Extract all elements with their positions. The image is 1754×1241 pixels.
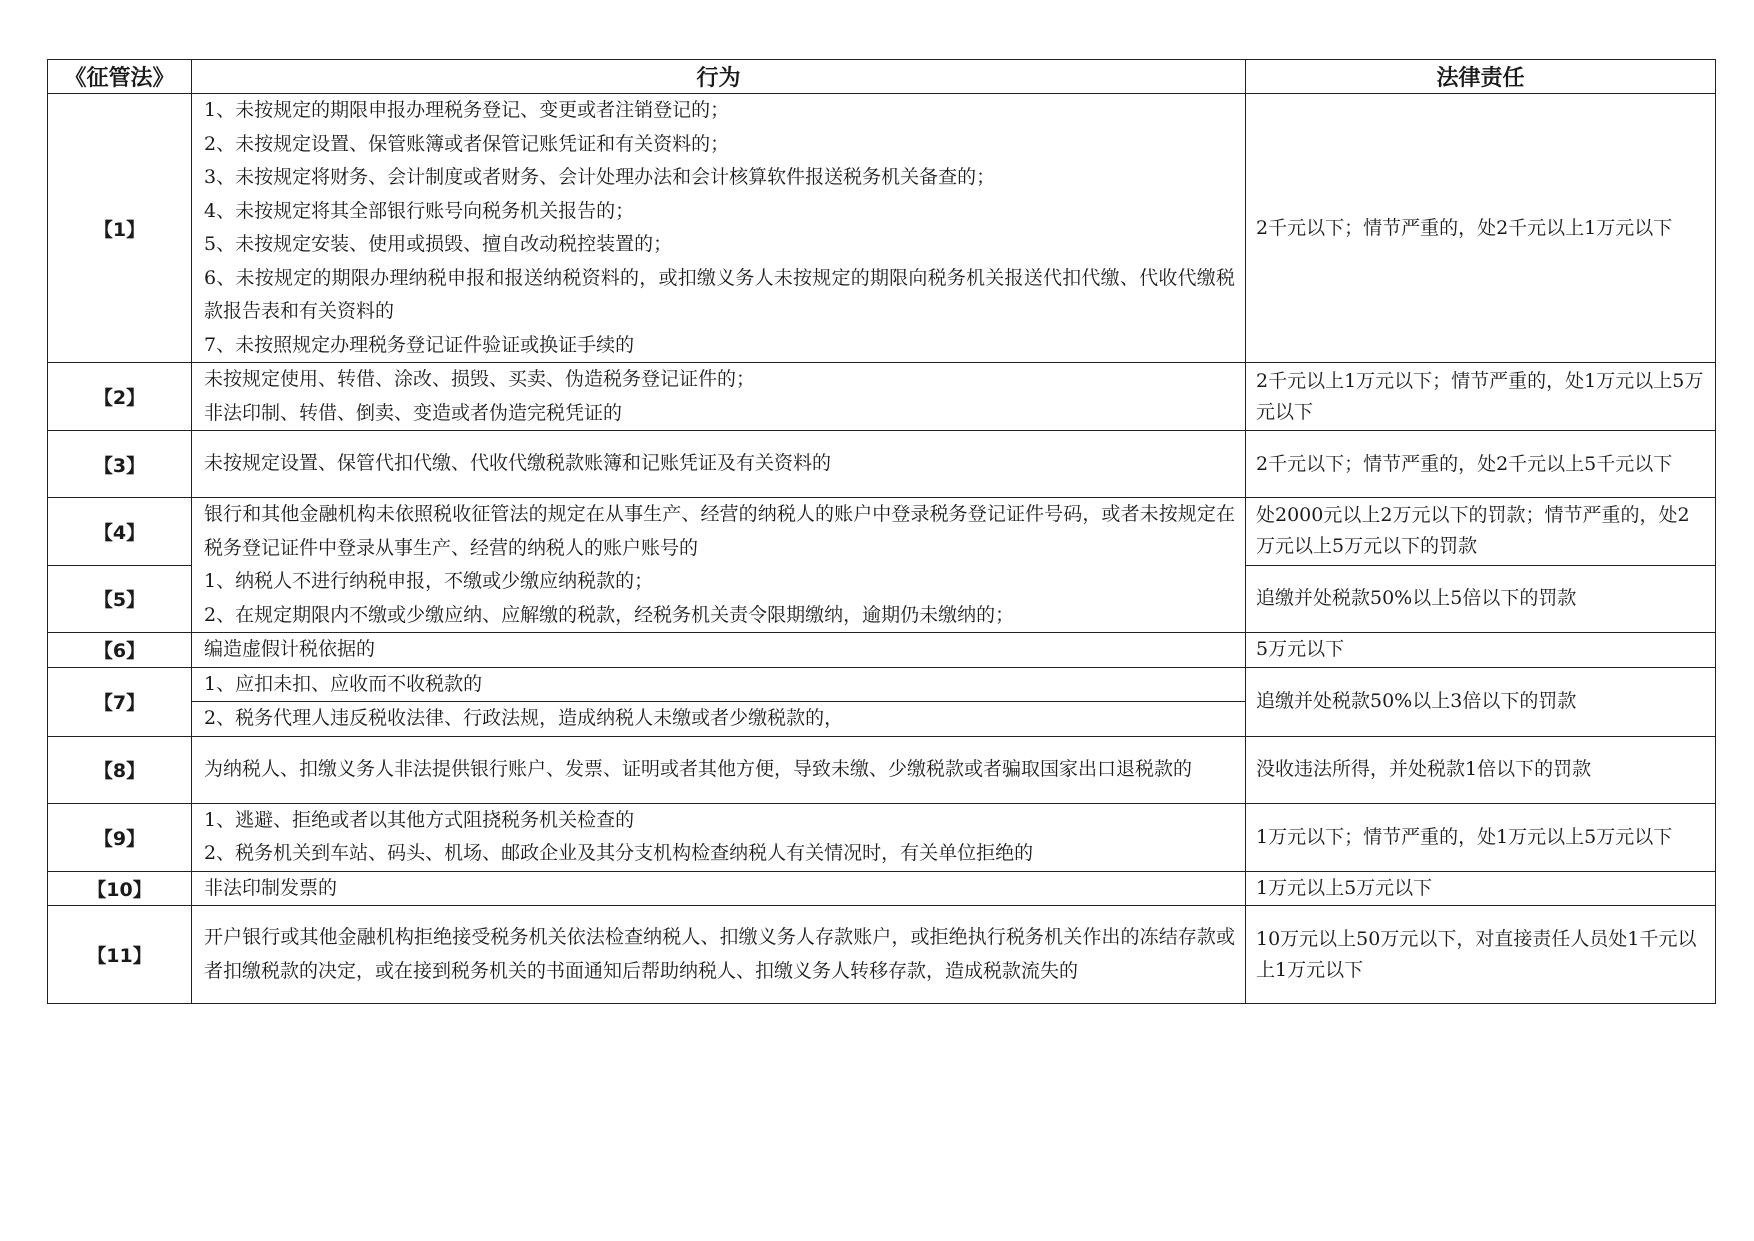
behavior-item: 5、未按规定安装、使用或损毁、擅自改动税控装置的； [204,233,673,255]
row-number: 【9】 [48,803,192,871]
liability-cell: 追缴并处税款50%以上5倍以下的罚款 [1246,565,1716,633]
behavior-item: 4、未按规定将其全部银行账号向税务机关报告的； [204,199,635,222]
behavior-cell [192,94,1246,363]
behavior-item: 2、在规定期限内不缴或少缴应纳、应解缴的税款，经税务机关责令限期缴纳，逾期仍未缴纳的； [204,603,1015,626]
header-row [48,60,1716,94]
liability-cell: 1万元以上5万元以下 [1246,871,1716,906]
behavior-cell [192,702,1246,737]
header-behavior: 行为 [192,60,1246,94]
table-row [48,803,1716,871]
row-number: 【3】 [48,431,192,498]
header-liability: 法律责任 [1246,60,1716,94]
liability-cell: 2千元以上1万元以下；情节严重的，处1万元以上5万元以下 [1246,363,1716,431]
behavior-item: 2、税务代理人违反税收法律、行政法规，造成纳税人未缴或者少缴税款的， [204,707,844,729]
liability-cell: 1万元以下；情节严重的，处1万元以上5万元以下 [1246,803,1716,871]
table-row [48,906,1716,1004]
liability-cell: 10万元以上50万元以下，对直接责任人员处1千元以上1万元以下 [1246,906,1716,1004]
liability-cell: 2千元以下；情节严重的，处2千元以上1万元以下 [1246,94,1716,363]
behavior-item: 为纳税人、扣缴义务人非法提供银行账户、发票、证明或者其他方便，导致未缴、少缴税款或者骗取国家出口退税款的 [204,757,1193,780]
behavior-item: 1、逃避、拒绝或者以其他方式阻挠税务机关检查的 [204,808,635,831]
row-number: 【7】 [48,667,192,736]
behavior-cell [192,667,1246,702]
row-number: 【5】 [48,565,192,633]
row-number: 【2】 [48,363,192,431]
table-row [48,871,1716,906]
behavior-item: 银行和其他金融机构未依照税收征管法的规定在从事生产、经营的纳税人的账户中登录税务登记证件号码，或者未按规定在税务登记证件中登录从事生产、经营的纳税人的账户账号的 [204,503,1235,559]
row-number: 【4】 [48,498,192,566]
liability-cell: 处2000元以上2万元以下的罚款；情节严重的，处2万元以上5万元以下的罚款 [1246,498,1716,566]
behavior-item: 未按规定使用、转借、涂改、损毁、买卖、伪造税务登记证件的； [204,368,756,390]
row-number: 【6】 [48,633,192,668]
table-row [48,633,1716,668]
liability-cell: 5万元以下 [1246,633,1716,668]
behavior-item: 未按规定设置、保管代扣代缴、代收代缴税款账簿和记账凭证及有关资料的 [204,452,832,475]
behavior-cell [192,565,1246,633]
behavior-item: 7、未按照规定办理税务登记证件验证或换证手续的 [204,333,635,356]
table-row [48,363,1716,431]
table-row [48,736,1716,803]
row-number: 【10】 [48,871,192,906]
table-row [48,431,1716,498]
behavior-cell [192,498,1246,566]
row-number: 【1】 [48,94,192,363]
behavior-item: 1、未按规定的期限申报办理税务登记、变更或者注销登记的； [204,99,730,121]
tax-law-liability-table [47,59,1716,1004]
behavior-item: 6、未按规定的期限办理纳税申报和报送纳税资料的，或扣缴义务人未按规定的期限向税务机关报送代扣代缴、代收代缴税款报告表和有关资料的 [204,266,1235,322]
liability-cell: 2千元以下；情节严重的，处2千元以上5千元以下 [1246,431,1716,498]
behavior-cell [192,871,1246,906]
table-row [48,565,1716,633]
behavior-cell [192,736,1246,803]
behavior-cell [192,906,1246,1004]
liability-cell: 追缴并处税款50%以上3倍以下的罚款 [1246,667,1716,736]
behavior-item: 非法印制发票的 [204,876,338,899]
liability-cell: 没收违法所得，并处税款1倍以下的罚款 [1246,736,1716,803]
table-row [48,498,1716,566]
row-number: 【11】 [48,906,192,1004]
behavior-item: 1、纳税人不进行纳税申报，不缴或少缴应纳税款的； [204,570,654,592]
row-number: 【8】 [48,736,192,803]
behavior-item: 3、未按规定将财务、会计制度或者财务、会计处理办法和会计核算软件报送税务机关备查的； [204,166,996,188]
behavior-item: 非法印制、转借、倒卖、变造或者伪造完税凭证的 [204,401,623,424]
behavior-item: 开户银行或其他金融机构拒绝接受税务机关依法检查纳税人、扣缴义务人存款账户，或拒绝执行税务机关作出的冻结存款或者扣缴税款的决定，或在接到税务机关的书面通知后帮助纳税人、扣缴义务人转移存款，造成税款流失的 [204,926,1235,982]
behavior-cell [192,431,1246,498]
table-row [48,94,1716,363]
behavior-cell [192,363,1246,431]
behavior-item: 2、未按规定设置、保管账簿或者保管记账凭证和有关资料的； [204,132,730,155]
behavior-cell [192,633,1246,668]
table-row [48,667,1716,702]
behavior-item: 1、应扣未扣、应收而不收税款的 [204,672,483,695]
behavior-cell [192,803,1246,871]
behavior-item: 编造虚假计税依据的 [204,638,376,660]
behavior-item: 2、税务机关到车站、码头、机场、邮政企业及其分支机构检查纳税人有关情况时，有关单位拒绝的 [204,842,1034,864]
header-law: 《征管法》 [48,60,192,94]
